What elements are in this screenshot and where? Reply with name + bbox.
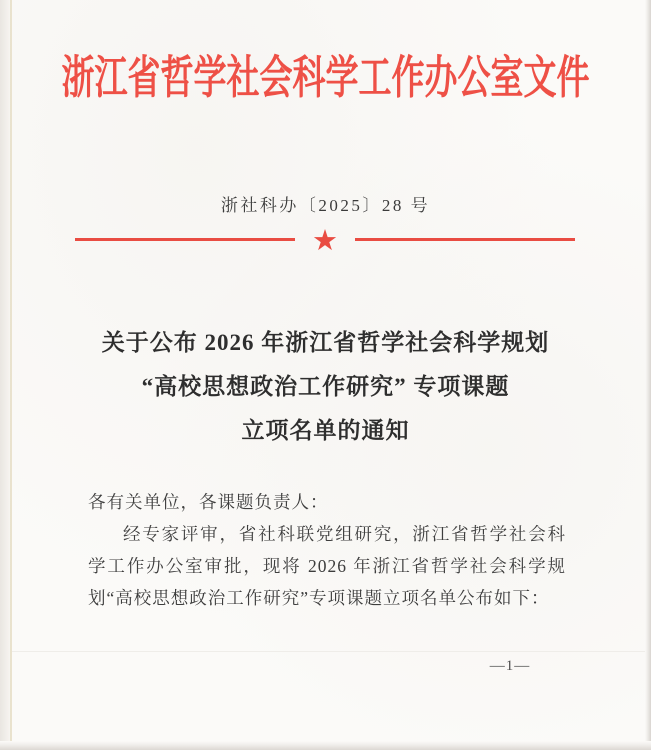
body-paragraph: 经专家评审，省社科联党组研究，浙江省哲学社会科学工作办公室审批，现将 2026 年浙江省哲学社会科学规划“高校思想政治工作研究”专项课题立项名单公布如下： — [88, 524, 566, 608]
page-edge-left-line — [10, 0, 12, 742]
letterhead-title: 浙江省哲学社会科学工作办公室文件 — [61, 54, 590, 104]
notice-title-line-1: 关于公布 2026 年浙江省哲学社会科学规划 — [101, 330, 550, 355]
red-divider — [75, 223, 575, 257]
document-number: 浙社科办〔2025〕28 号 — [220, 196, 431, 215]
divider-line-right — [355, 238, 575, 241]
body-text — [88, 486, 566, 614]
page-edge-bottom — [0, 741, 651, 750]
notice-title — [0, 321, 651, 453]
star-icon: ★ — [312, 223, 338, 257]
notice-title-line-2: “高校思想政治工作研究” 专项课题 — [141, 374, 510, 399]
salutation: 各有关单位，各课题负责人： — [88, 492, 329, 512]
page-number: —1— — [489, 658, 531, 674]
page-edge-right — [645, 0, 651, 750]
divider-line-left — [75, 238, 295, 241]
notice-title-line-3: 立项名单的通知 — [241, 418, 410, 443]
scan-artifact-line — [12, 651, 645, 652]
